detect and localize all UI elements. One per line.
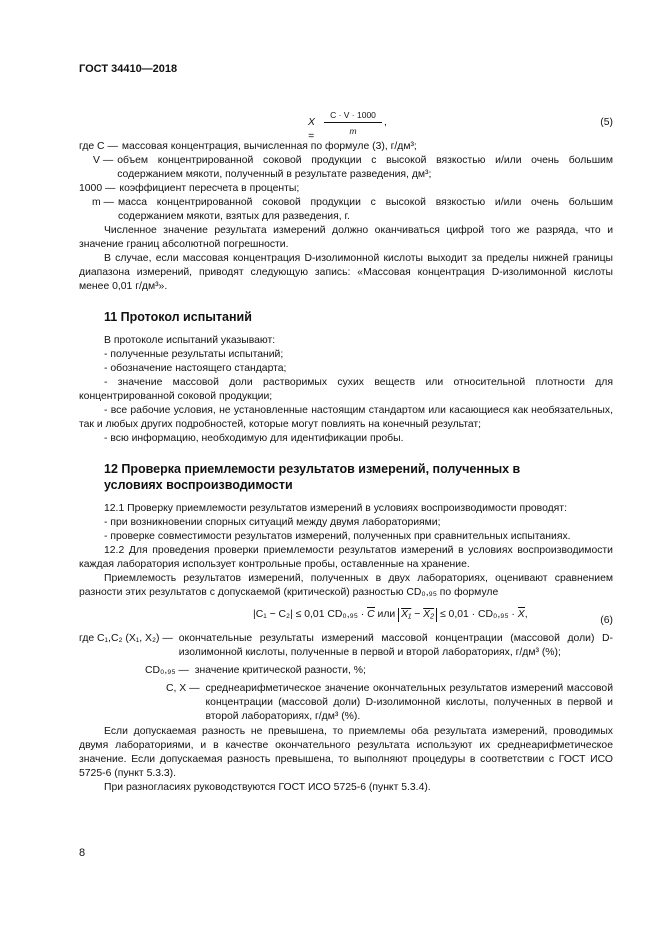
definition-text: массовая концентрация, вычисленная по формуле (3), г/дм³; [121,141,417,152]
paragraph: При разногласиях руководствуются ГОСТ ИСО 5725-6 (пункт 5.3.4). [104,782,431,793]
definition-term: C, X — [166,683,200,694]
paragraph: 12.2 Для проведения проверки приемлемости результатов измерений в условиях воспроизводимости каждая лаборатория использует контрольные пробы, оставленные на хранение. [79,545,613,570]
definition-item [79,140,613,154]
definition-text: значение критической разности, %; [194,665,366,676]
definition-text: объем концентрированной соковой продукции с высокой вязкостью и/или очень большим содержанием мякоти, полученный в результате разведения, дм³; [117,155,613,180]
definition-item [79,664,613,678]
definition-text: коэффициент пересчета в проценты; [119,183,300,194]
definition-text: окончательные результаты измерений массовой концентрации (массовой доли) D-изолимонной кислоты, полученные в первой и второй лабораториях, г/дм³ (%); [178,633,613,658]
definition-term: CD₀,₉₅ — [145,665,189,676]
definition-term: где C₁,C₂ (X₁, X₂) — [79,633,173,644]
formula-6-expression [253,608,528,622]
document-body [79,108,613,795]
list-item: - значение массовой доли растворимых сухих веществ или относительной плотности для концентрированной соковой продукции; [79,377,613,402]
definition-item [79,682,613,724]
section-12-title: 12 Проверка приемлемости результатов измерений, полученных в условиях воспроизводимости [104,462,521,492]
formula-6-or: или [377,609,396,620]
definition-item [79,154,613,182]
section-11-title: 11 Протокол испытаний [104,310,252,324]
formula-5-number: (5) [600,117,613,128]
definition-item [79,196,613,224]
list-item: - обозначение настоящего стандарта; [104,363,287,374]
formula-6-cbar: C [367,609,375,620]
definition-term: m — [92,197,114,208]
definition-text: среднеарифметическое значение окончательных результатов измерений массовой концентрации (массовой доли) D-изолимонной кислоты, полученных в первой и второй лабораториях, г/дм³ (%). [205,683,613,722]
formula-6-xbar: X [517,609,525,620]
formula-5-comma: , [384,117,387,128]
paragraph: В протоколе испытаний указывают: [104,335,276,346]
definition-item [79,632,613,660]
paragraph: Если допускаемая разность не превышена, то приемлемы оба результата измерений, проводимых двумя лабораториями, и в качестве окончательного результата используют их среднеарифметическое значение. Если допускаемая разность превышена, то выполняют процедуры в соответствии с ГОСТ ИСО 5725-6 (пункт 5.3.3). [79,726,613,779]
formula-6-comma: , [524,609,528,620]
formula-6-part1: |C₁ − C₂| ≤ 0,01 CD₀,₉₅ · [253,609,365,620]
definition-term: 1000 — [79,183,116,194]
paragraph: Приемлемость результатов измерений, полученных в двух лабораториях, оценивают сравнением разности этих результатов с допускаемой (критической) разностью CD₀,₉₅ по формуле [79,573,613,598]
formula-6-part2: ≤ 0,01 · CD₀,₉₅ · [439,609,515,620]
list-item: - полученные результаты испытаний; [104,349,284,360]
formula-6-x1: X₁ [401,609,412,620]
definition-term: где C — [79,141,118,152]
page-number: 8 [79,847,86,859]
formula-6-x2: X₂ [423,609,435,620]
formula-5-numerator: C · V · 1000 [330,110,376,120]
formula-5-definitions [79,140,613,224]
formula-6-minus: − [414,609,421,620]
definition-item [79,182,613,196]
fraction-bar [324,122,382,123]
paragraph: 12.1 Проверку приемлемости результатов измерений в условиях воспроизводимости проводят: [104,503,567,514]
paragraph: Численное значение результата измерений должно оканчиваться цифрой того же разряда, что и значение границ абсолютной погрешности. [79,225,613,250]
formula-6-number: (6) [600,615,613,626]
definition-text: масса концентрированной соковой продукции с высокой вязкостью и/или очень большим содержанием мякоти, взятых для разведения, г. [117,197,613,222]
formula-6 [79,606,613,628]
list-item: - проверке совместимости результатов измерений, полученных при сравнительных испытаниях. [104,531,571,542]
list-item: - при возникновении спорных ситуаций между двумя лабораториями; [104,517,441,528]
definition-term: V — [93,155,114,166]
list-item: - всю информацию, необходимую для идентификации пробы. [104,433,404,444]
formula-6-definitions [79,632,613,724]
list-item: - все рабочие условия, не установленные настоящим стандартом или касающиеся как необязательных, так и любых других подробностей, которые могут повлиять на конечный результат; [79,405,613,430]
formula-5-denominator: m [349,126,357,136]
paragraph: В случае, если массовая концентрация D-изолимонной кислоты выходит за пределы нижней границы диапазона измерений, приводят следующую запись: «Массовая концентрация D-изолимонной кислоты менее 0,01 г/дм³». [79,253,613,292]
formula-5 [79,108,613,142]
formula-5-lhs: X = [308,117,315,142]
page-header: ГОСТ 34410—2018 [79,63,178,75]
formula-6-abs [398,608,437,622]
